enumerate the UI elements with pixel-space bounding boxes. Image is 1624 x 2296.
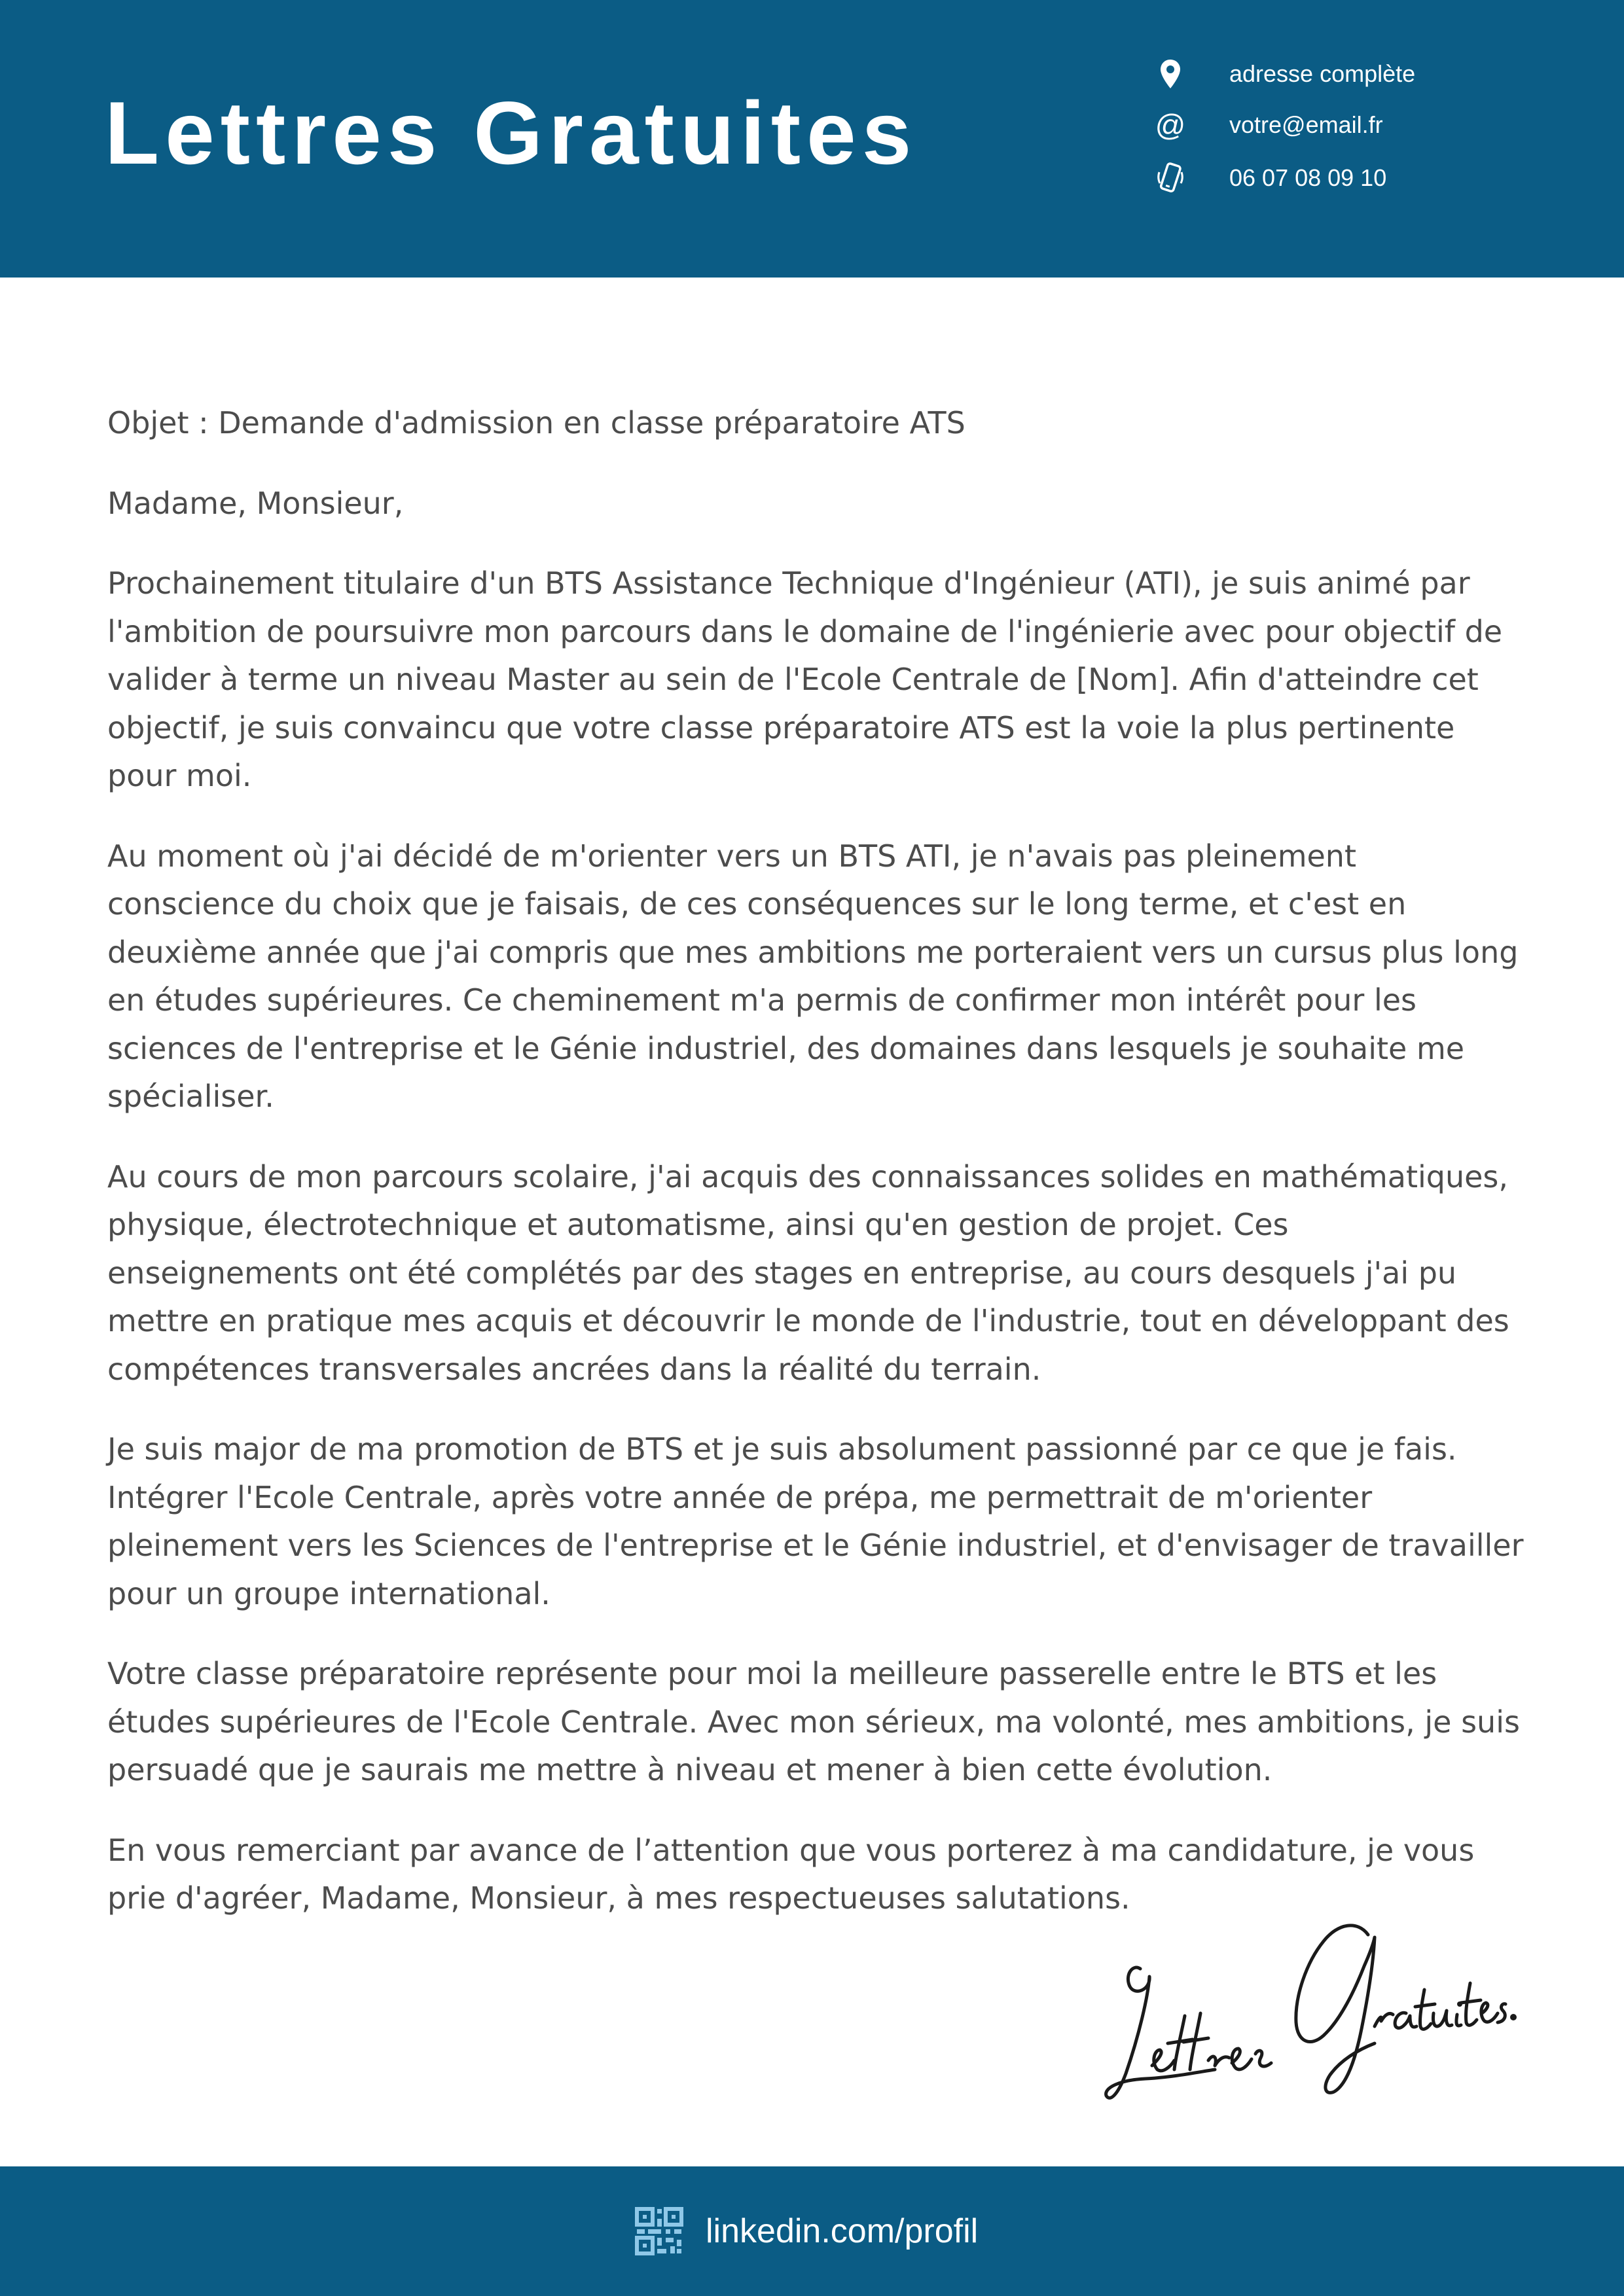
email-value[interactable]: votre@email.fr	[1229, 111, 1383, 138]
linkedin-link[interactable]: linkedin.com/profil	[706, 2212, 979, 2250]
address-value: adresse complète	[1229, 60, 1416, 87]
letter-body	[107, 399, 1528, 1955]
letter-paragraph: En vous remerciant par avance de l’attention que vous porterez à ma candidature, je vous prie d'agréer, Madame, Monsieur, à mes respectueuses salutations.	[107, 1832, 1475, 1916]
brand-title: Lettres Gratuites	[105, 83, 918, 183]
contact-email	[1152, 102, 1383, 148]
qr-code-icon	[635, 2207, 683, 2255]
letter-paragraph: Au cours de mon parcours scolaire, j'ai acquis des connaissances solides en mathématiques, physique, électrotechnique et automatisme, ainsi qu'en gestion de projet. Ces enseignements ont été complétés par des stages en entreprise, au cours desquels j'ai pu mettre en pratique mes acquis et découvrir le monde de l'industrie, tout en développant des compétences transversales ancrées dans la réalité du terrain.	[107, 1158, 1509, 1387]
letter-paragraph: Au moment où j'ai décidé de m'orienter vers un BTS ATI, je n'avais pas pleinement conscience du choix que je faisais, de ces conséquences sur le long terme, et c'est en deuxième année que j'ai compris que mes ambitions me porteraient vers un cursus plus long en études supérieures. Ce cheminement m'a permis de confirmer mon intérêt pour les sciences de l'entreprise et le Génie industriel, des domaines dans lesquels je souhaite me spécialiser.	[107, 838, 1519, 1114]
letter-paragraph: Prochainement titulaire d'un BTS Assistance Technique d'Ingénieur (ATI), je suis animé par l'ambition de poursuivre mon parcours dans le domaine de l'ingénierie avec pour objectif de valider à terme un niveau Master au sein de l'Ecole Centrale de [Nom]. Afin d'atteindre cet objectif, je suis convaincu que votre classe préparatoire ATS est la voie la plus pertinente pour moi.	[107, 565, 1503, 793]
contact-address	[1152, 51, 1416, 97]
linkedin-link-group	[635, 2166, 978, 2296]
footer-band	[0, 2166, 1624, 2296]
letter-subject: Objet : Demande d'admission en classe préparatoire ATS	[107, 405, 965, 440]
location-pin-icon	[1152, 51, 1189, 97]
phone-value[interactable]: 06 07 08 09 10	[1229, 164, 1387, 191]
contact-phone	[1152, 155, 1387, 201]
letter-paragraph: Votre classe préparatoire représente pour moi la meilleure passerelle entre le BTS et les études supérieures de l'Ecole Centrale. Avec mon sérieux, ma volonté, mes ambitions, je suis persuadé que je saurais me mettre à niveau et mener à bien cette évolution.	[107, 1656, 1520, 1787]
mobile-phone-icon	[1152, 155, 1189, 201]
letter-paragraph: Je suis major de ma promotion de BTS et je suis absolument passionné par ce que je fais. Intégrer l'Ecole Centrale, après votre année de prépa, me permettrait de m'orienter pleinement vers les Sciences de l'entreprise et le Génie industriel, et d'envisager de travailler pour un groupe international.	[107, 1431, 1524, 1611]
header-band	[0, 0, 1624, 278]
letter-salutation: Madame, Monsieur,	[107, 485, 404, 521]
handwritten-signature	[1087, 1898, 1519, 2108]
at-sign-icon: @	[1155, 108, 1186, 142]
